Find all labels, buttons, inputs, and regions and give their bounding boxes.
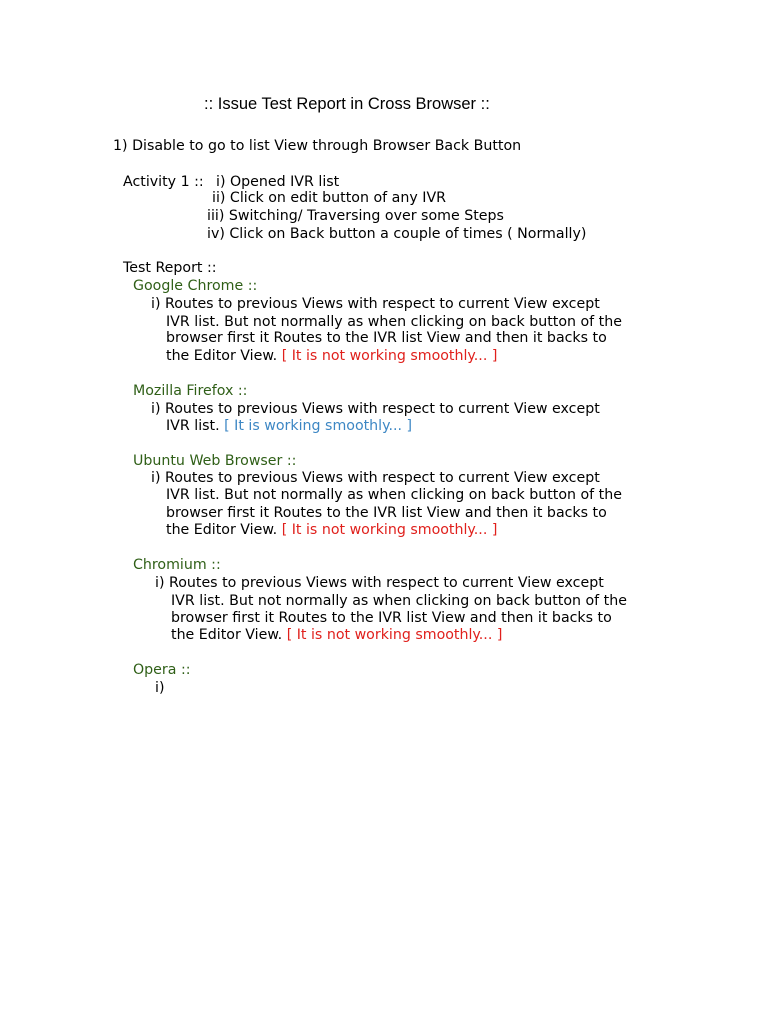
report-line: i) Routes to previous Views with respect to current View except <box>151 296 600 312</box>
report-line: browser first it Routes to the IVR list View and then it backs to <box>166 330 607 346</box>
browser-heading-ubuntu-web-browser: Ubuntu Web Browser :: <box>133 453 297 469</box>
report-line-text: the Editor View. <box>166 522 278 538</box>
report-line: browser first it Routes to the IVR list View and then it backs to <box>166 505 607 521</box>
report-line-text: the Editor View. <box>166 348 278 364</box>
report-line: i) Routes to previous Views with respect to current View except <box>151 470 600 486</box>
status-not-working: [ It is not working smoothly... ] <box>281 348 498 364</box>
browser-heading-opera: Opera :: <box>133 662 191 678</box>
status-not-working: [ It is not working smoothly... ] <box>281 522 498 538</box>
activity-step: iii) Switching/ Traversing over some Steps <box>207 208 504 224</box>
report-line: i) <box>155 680 165 696</box>
report-line: IVR list. But not normally as when clicking on back button of the <box>171 593 627 609</box>
activity-label: Activity 1 :: <box>123 174 204 190</box>
report-line-final <box>166 521 497 539</box>
browser-heading-mozilla-firefox: Mozilla Firefox :: <box>133 383 248 399</box>
browser-heading-chromium: Chromium :: <box>133 557 221 573</box>
document-title: :: Issue Test Report in Cross Browser :: <box>204 95 490 113</box>
issue-heading: 1) Disable to go to list View through Browser Back Button <box>113 138 522 154</box>
browser-heading-google-chrome: Google Chrome :: <box>133 278 258 294</box>
report-line: i) Routes to previous Views with respect to current View except <box>155 575 604 591</box>
report-line: IVR list. But not normally as when clicking on back button of the <box>166 487 622 503</box>
activity-step: i) Opened IVR list <box>216 174 340 190</box>
report-line-final <box>166 347 497 365</box>
test-report-label: Test Report :: <box>123 260 217 276</box>
report-line: browser first it Routes to the IVR list View and then it backs to <box>171 610 612 626</box>
report-line: i) Routes to previous Views with respect to current View except <box>151 401 600 417</box>
status-working: [ It is working smoothly... ] <box>224 418 413 434</box>
status-not-working: [ It is not working smoothly... ] <box>286 627 503 643</box>
report-line: IVR list. But not normally as when clicking on back button of the <box>166 314 622 330</box>
activity-step: iv) Click on Back button a couple of times ( Normally) <box>207 226 587 242</box>
report-line-text: the Editor View. <box>171 627 283 643</box>
activity-step: ii) Click on edit button of any IVR <box>212 190 447 206</box>
report-line-final <box>166 417 412 435</box>
report-line-text: IVR list. <box>166 418 220 434</box>
report-line-final <box>171 626 502 644</box>
